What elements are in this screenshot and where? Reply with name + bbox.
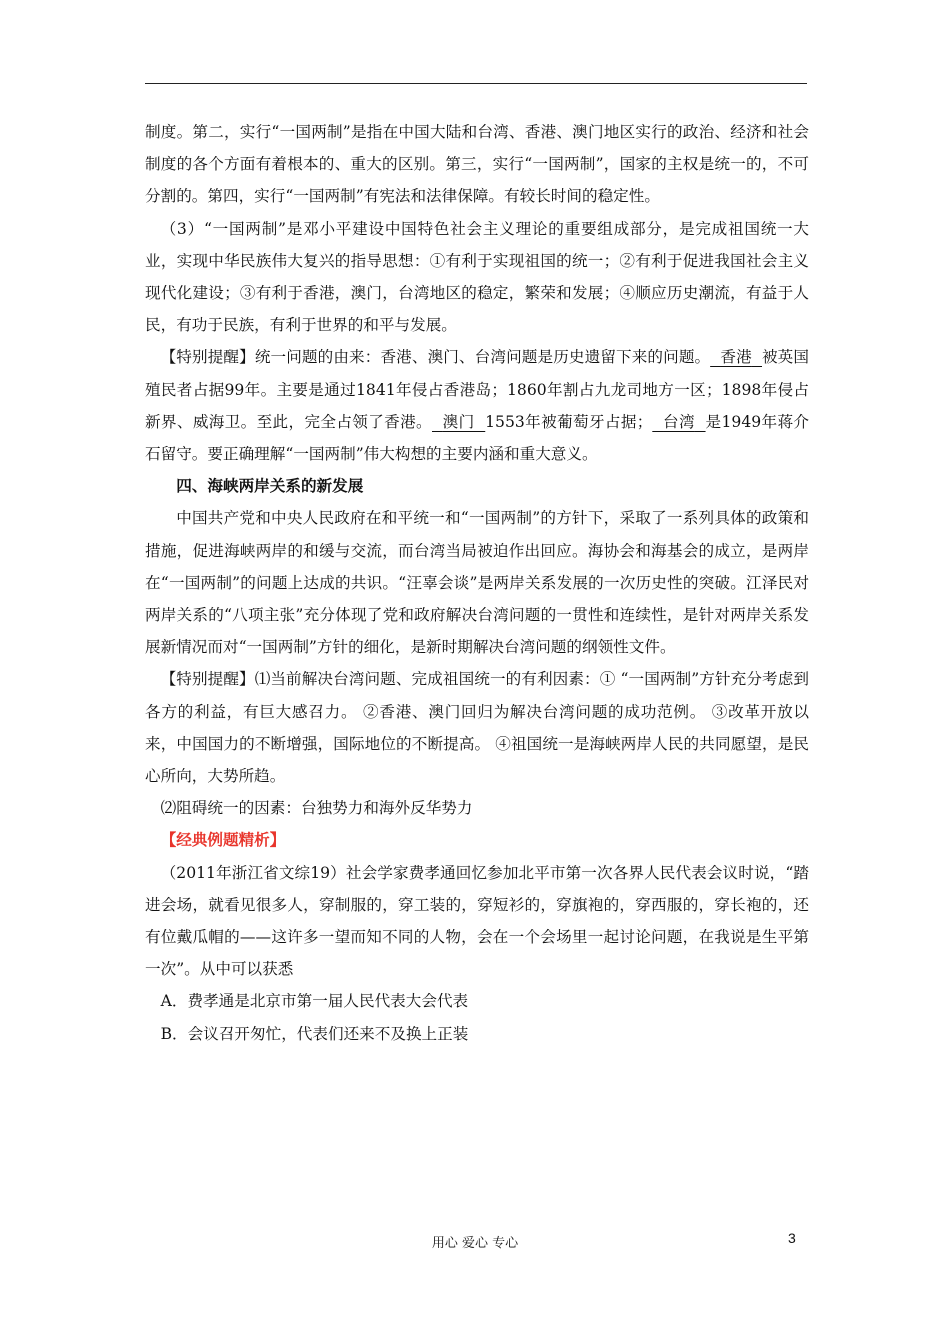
option-b: B．会议召开匆忙，代表们还来不及换上正装: [160, 1024, 469, 1043]
reminder-text-c: 1553年被葡萄牙占据；: [485, 412, 653, 431]
section-heading-cross-strait: 四、海峡两岸关系的新发展: [176, 476, 364, 496]
footer-motto: 用心 爱心 专心: [431, 1236, 519, 1251]
paragraph-obstacles: ⑵阻碍统一的因素：台独势力和海外反华势力: [160, 799, 473, 818]
paragraph-example-question: （2011年浙江省文综19）社会学家费孝通回忆参加北平市第一次各界人民代表会议时说，“踏进会场，就看见很多人，穿制服的，穿工装的，穿短衫的，穿旗袍的，穿西服的，穿长袍的，还有位戴瓜帽的——这许多一望而知不同的人物，会在一个会场里一起讨论问题，在我说是生平第一次”。从中可以获悉: [145, 863, 809, 979]
header-rule: [145, 83, 807, 84]
fill-blank-taiwan: 台湾: [663, 412, 695, 431]
reminder-text-b: 被英国殖民者占据99年。主要是通过1841年侵占香港岛；1860年割占九龙司地方一区；1898年侵占新界、威海卫。至此，完全占领了香港。: [145, 348, 809, 431]
document-body: [145, 116, 809, 1050]
reminder-text-d: 是1949年蒋介石留守。要正确理解“一国两制”伟大构想的主要内涵和重大意义。: [145, 412, 809, 464]
paragraph-cross-strait: 中国共产党和中央人民政府在和平统一和“一国两制”的方针下，采取了一系列具体的政策和措施，促进海峡两岸的和缓与交流，而台湾当局被迫作出回应。海协会和海基会的成立，是两岸在“一国两制”的问题上达成的共识。“汪辜会谈”是两岸关系发展的一次历史性的突破。江泽民对两岸关系的“八项主张”充分体现了党和政府解决台湾问题的一贯性和连续性，是针对两岸关系发展新情况而对“一国两制”方针的细化，是新时期解决台湾问题的纲领性文件。: [145, 509, 809, 657]
reminder-text-a: 【特别提醒】统一问题的由来：香港、澳门、台湾问题是历史遗留下来的问题。: [160, 348, 711, 367]
fill-blank-hongkong: 香港: [720, 348, 752, 367]
fill-blank-macau: 澳门: [442, 412, 475, 431]
paragraph-reminder-origin: [145, 341, 809, 470]
paragraph-favorable-factors: 【特别提醒】⑴当前解决台湾问题、完成祖国统一的有利因素：① “一国两制”方针充分考虑到各方的利益，有巨大感召力。 ②香港、澳门回归为解决台湾问题的成功范例。 ③改革开放以来，中国国力的不断增强，国际地位的不断提高。 ④祖国统一是海峡两岸人民的共同愿望，是民心所向，大势所趋。: [145, 670, 809, 786]
paragraph-significance: （3）“一国两制”是邓小平建设中国特色社会主义理论的重要组成部分，是完成祖国统一大业，实现中华民族伟大复兴的指导思想：①有利于实现祖国的统一；②有利于促进我国社会主义现代化建设；③有利于香港，澳门，台湾地区的稳定，繁荣和发展；④顺应历史潮流，有益于人民，有功于民族，有利于世界的和平与发展。: [145, 219, 809, 335]
section-heading-examples: 【经典例题精析】: [160, 830, 286, 850]
option-a: A．费孝通是北京市第一届人民代表大会代表: [160, 992, 469, 1011]
page-number: 3: [788, 1230, 796, 1246]
paragraph-continuation: 制度。第二，实行“一国两制”是指在中国大陆和台湾、香港、澳门地区实行的政治、经济和社会制度的各个方面有着根本的、重大的区别。第三，实行“一国两制”，国家的主权是统一的，不可分割的。第四，实行“一国两制”有宪法和法律保障。有较长时间的稳定性。: [145, 123, 809, 206]
